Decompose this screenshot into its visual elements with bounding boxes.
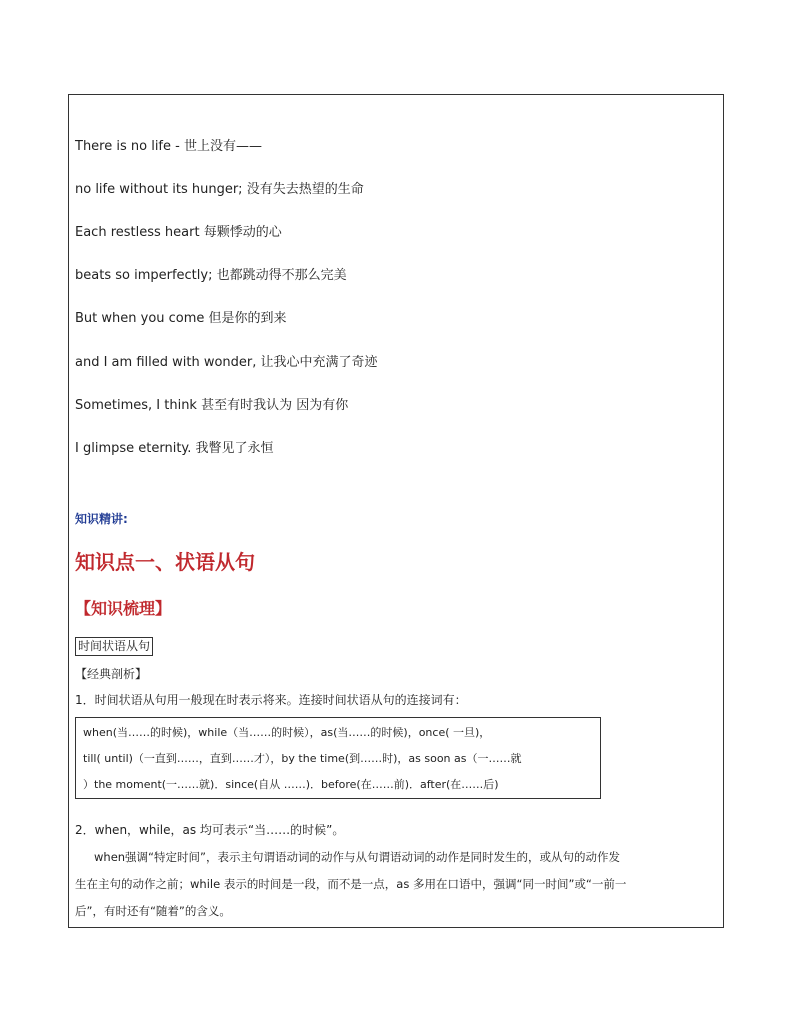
boxed-topic-label: 时间状语从句 xyxy=(75,637,153,656)
poem-line-8: I glimpse eternity. 我瞥见了永恒 xyxy=(75,441,274,456)
point-2-body-line-3: 后”，有时还有“随着”的含义。 xyxy=(75,904,231,918)
point-2-body-line-2: 生在主句的动作之前；while 表示的时间是一段，而不是一点，as 多用在口语中，强调“同一时间”或“一前一 xyxy=(75,877,627,891)
section-title: 知识点一、状语从句 xyxy=(75,550,255,574)
poem-line-4: beats so imperfectly; 也都跳动得不那么完美 xyxy=(75,268,347,283)
poem-line-2: no life without its hunger; 没有失去热望的生命 xyxy=(75,182,364,197)
conjunction-box xyxy=(75,717,601,799)
point-1-text: 1．时间状语从句用一般现在时表示将来。连接时间状语从句的连接词有： xyxy=(75,693,467,707)
poem-line-5: But when you come 但是你的到来 xyxy=(75,311,287,326)
content-frame xyxy=(68,94,724,928)
point-2-title: 2．when，while，as 均可表示“当……的时候”。 xyxy=(75,823,345,837)
analysis-label: 【经典剖析】 xyxy=(75,667,148,681)
conjunction-line-1: when(当……的时候)，while（当……的时候），as(当……的时候)，once( 一旦)， xyxy=(83,726,491,739)
poem-line-1: There is no life - 世上没有—— xyxy=(75,139,262,154)
section-subtitle: 【知识梳理】 xyxy=(75,599,172,618)
point-2-body-line-1: when强调“特定时间”，表示主句谓语动词的动作与从句谓语动词的动作是同时发生的，或从句的动作发 xyxy=(94,850,620,864)
conjunction-line-2: till( until)（一直到……，直到……才），by the time(到……时)，as soon as（一……就 xyxy=(83,752,522,765)
conjunction-line-3: ）the moment(一……就)．since(自从 ……)．before(在……前)．after(在……后) xyxy=(83,778,499,791)
poem-line-6: and I am filled with wonder, 让我心中充满了奇迹 xyxy=(75,355,378,370)
poem-line-3: Each restless heart 每颗悸动的心 xyxy=(75,225,282,240)
poem-line-7: Sometimes, I think 甚至有时我认为 因为有你 xyxy=(75,398,349,413)
section-label: 知识精讲: xyxy=(75,512,128,526)
